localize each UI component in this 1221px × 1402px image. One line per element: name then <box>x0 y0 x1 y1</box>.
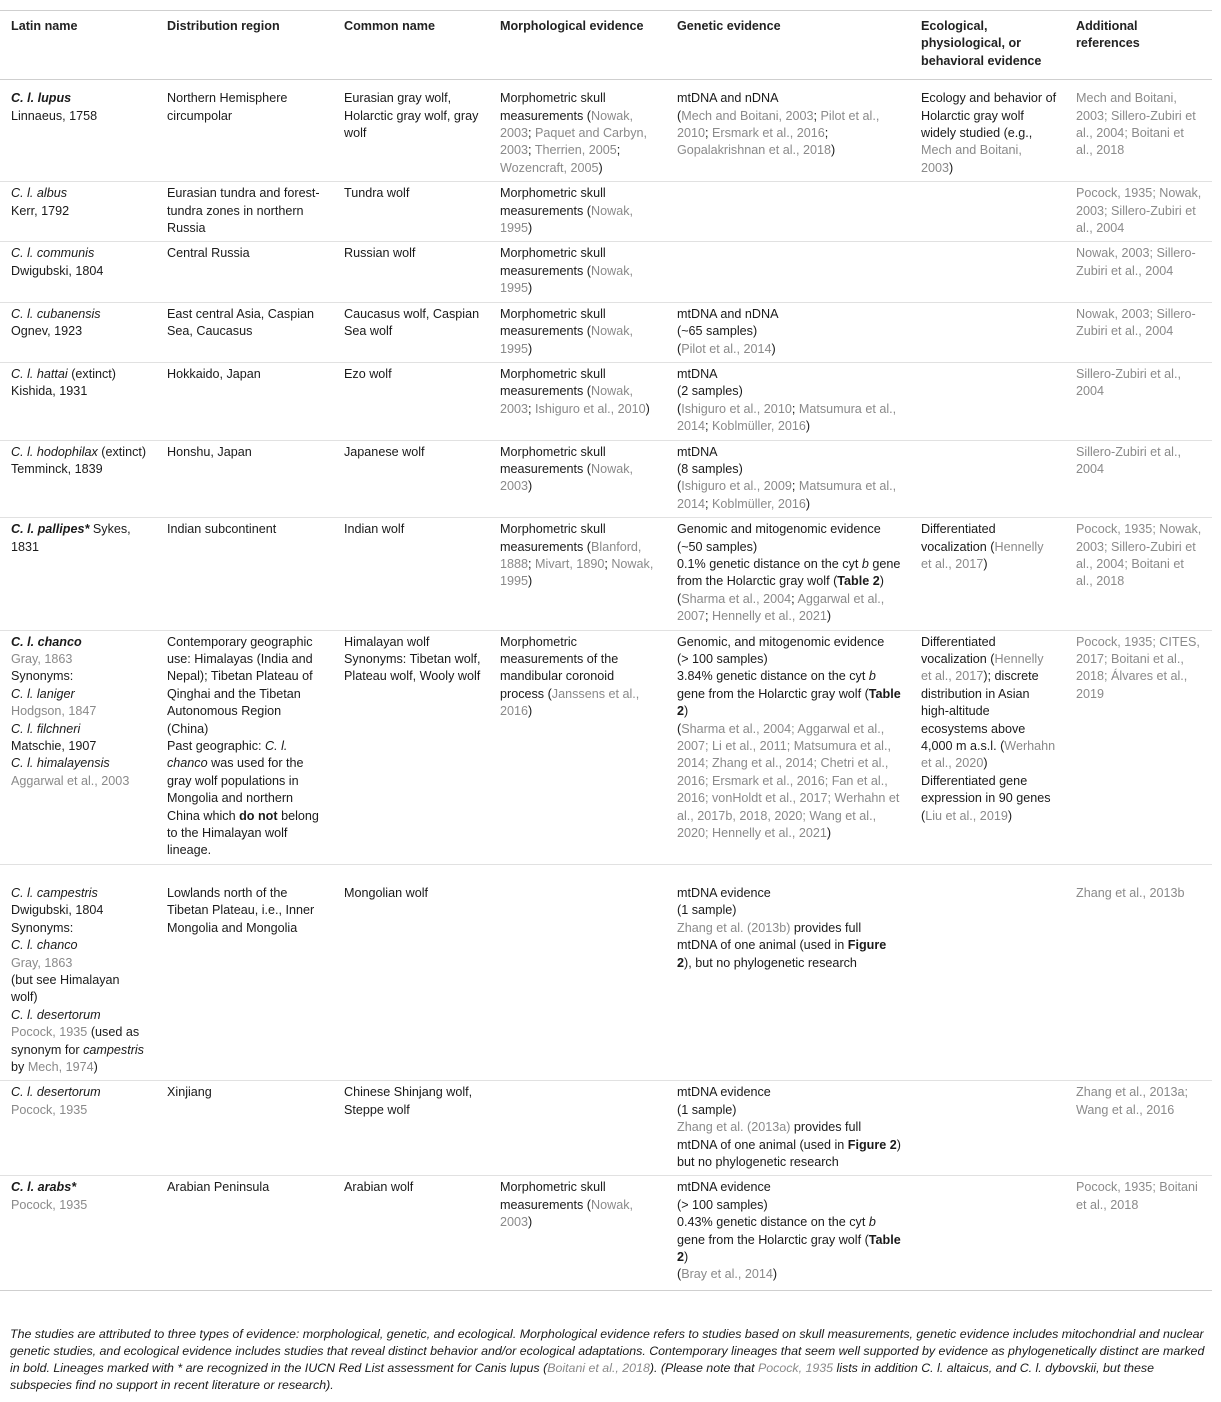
latin-name-cell: C. l. desertorum Pocock, 1935 <box>0 1081 156 1176</box>
distribution-cell: Xinjiang <box>156 1081 333 1176</box>
common-name-cell: Japanese wolf <box>333 440 489 518</box>
distribution-cell: Contemporary geographic use: Himalayas (India and Nepal); Tibetan Plateau of Qinghai and the Tibetan Autonomous Region (China) Past geographic: C. l. chanco was used for the gray wolf populations in Mongolia and northern China which do not belong to the Himalayan wolf lineage. <box>156 630 333 864</box>
latin-name-cell: C. l. communis Dwigubski, 1804 <box>0 242 156 302</box>
reference-link[interactable]: Gopalakrishnan et al., 2018 <box>677 143 832 158</box>
reference-link[interactable]: Mech, 1974 <box>27 1059 94 1074</box>
table-row <box>0 440 1212 518</box>
distribution-cell: Lowlands north of the Tibetan Plateau, i.e., Inner Mongolia and Mongolia <box>156 864 333 1080</box>
common-name-cell: Chinese Shinjang wolf, Steppe wolf <box>333 1081 489 1176</box>
morphological-cell <box>489 864 666 1080</box>
common-name-cell: Tundra wolf <box>333 182 489 242</box>
reference-link[interactable]: Nowak, 2003 <box>500 1197 633 1230</box>
table-link[interactable]: Table 2 <box>837 574 880 589</box>
distribution-cell: Hokkaido, Japan <box>156 362 333 440</box>
ecological-cell <box>910 1081 1065 1176</box>
table-row <box>0 864 1212 1080</box>
ecological-cell: Ecology and behavior of Holarctic gray wolf widely studied (e.g., Mech and Boitani, 2003) <box>921 91 1057 175</box>
latin-name-cell: C. l. lupus Linnaeus, 1758 <box>11 91 98 123</box>
reference-link[interactable]: Pilot et al., 2014 <box>681 341 772 356</box>
reference-link[interactable]: Nowak, 1995 <box>500 556 654 589</box>
genetic-cell: mtDNA and nDNA (Mech and Boitani, 2003; Pilot et al., 2010; Ersmark et al., 2016; Gopalakrishnan et al., 2018) <box>677 91 880 158</box>
distribution-cell: Northern Hemisphere circumpolar <box>167 91 288 123</box>
ecological-cell: Differentiated vocalization (Hennelly et al., 2017) <box>910 518 1065 630</box>
reference-link[interactable]: Ersmark et al., 2016 <box>712 126 825 141</box>
morphological-cell: Morphometric measurements of the mandibular coronoid process (Janssens et al., 2016) <box>489 630 666 864</box>
ecological-cell <box>910 362 1065 440</box>
ecological-cell <box>910 182 1065 242</box>
latin-name-cell: C. l. cubanensis Ognev, 1923 <box>0 302 156 362</box>
reference-link[interactable]: Nowak, 2003 <box>500 384 633 416</box>
genetic-cell: mtDNA (8 samples) (Ishiguro et al., 2009; Matsumura et al., 2014; Koblmüller, 2016) <box>666 440 910 518</box>
morphological-cell: Morphometric skull measurements (Nowak, 2003; Paquet and Carbyn, 2003; Therrien, 2005; Wozencraft, 2005) <box>500 91 648 175</box>
latin-name-cell: C. l. albus Kerr, 1792 <box>0 182 156 242</box>
ecological-cell: Differentiated vocalization (Hennelly et al., 2017); discrete distribution in Asian high-altitude ecosystems above 4,000 m a.s.l. (Werhahn et al., 2020) Differentiated gene expression in 90 genes (Liu et al., 2019) <box>910 630 1065 864</box>
table-link[interactable]: Table 2 <box>677 686 901 719</box>
reference-link[interactable]: Therrien, 2005 <box>534 143 617 158</box>
reference-link[interactable]: Janssens et al., 2016 <box>500 686 640 719</box>
reference-link[interactable]: Aggarwal et al., 2007 <box>677 591 885 624</box>
genetic-cell: Genomic and mitogenomic evidence (~50 samples) 0.1% genetic distance on the cyt b gene from the Holarctic gray wolf (Table 2) (Sharma et al., 2004; Aggarwal et al., 2007; Hennelly et al., 2021) <box>666 518 910 630</box>
table-row <box>0 302 1212 362</box>
latin-name-cell: C. l. hattai (extinct) Kishida, 1931 <box>0 362 156 440</box>
common-name-cell: Ezo wolf <box>333 362 489 440</box>
distribution-cell: East central Asia, Caspian Sea, Caucasus <box>156 302 333 362</box>
header-row <box>0 11 1212 80</box>
common-name-cell: Mongolian wolf <box>333 864 489 1080</box>
ecological-cell <box>910 302 1065 362</box>
reference-link[interactable]: Koblmüller, 2016 <box>712 496 806 511</box>
latin-name-cell: C. l. hodophilax (extinct) Temminck, 1839 <box>0 440 156 518</box>
references-cell[interactable]: Pocock, 1935; CITES, 2017; Boitani et al., 2018; Álvares et al., 2019 <box>1065 630 1212 864</box>
distribution-cell: Arabian Peninsula <box>156 1176 333 1290</box>
morphological-cell: Morphometric skull measurements (Nowak, 2003) <box>489 440 666 518</box>
morphological-cell: Morphometric skull measurements (Nowak, 2003; Ishiguro et al., 2010) <box>489 362 666 440</box>
distribution-cell: Central Russia <box>156 242 333 302</box>
header-genetic-evidence: Genetic evidence <box>666 11 910 80</box>
reference-link[interactable]: Nowak, 1995 <box>500 263 633 296</box>
references-cell[interactable]: Nowak, 2003; Sillero-Zubiri et al., 2004 <box>1065 242 1212 302</box>
reference-link[interactable]: Wozencraft, 2005 <box>500 160 599 175</box>
morphological-cell: Morphometric skull measurements (Blanford, 1888; Mivart, 1890; Nowak, 1995) <box>489 518 666 630</box>
reference-link[interactable]: Koblmüller, 2016 <box>712 419 806 434</box>
reference-link[interactable]: Mech and Boitani, 2003 <box>921 143 1022 175</box>
reference-link[interactable]: Sharma et al., 2004 <box>681 591 792 606</box>
header-ecological-evidence: Ecological, physiological, or behavioral evidence <box>910 11 1065 80</box>
genetic-cell: mtDNA evidence (> 100 samples) 0.43% genetic distance on the cyt b gene from the Holarctic gray wolf (Table 2) (Bray et al., 2014) <box>666 1176 910 1290</box>
table-row <box>0 80 1212 182</box>
table-link[interactable]: Table 2 <box>677 1232 901 1264</box>
reference-link[interactable]: Werhahn et al., 2020 <box>921 739 1056 771</box>
wolf-lineage-table <box>0 10 1212 1291</box>
reference-link[interactable]: Bray et al., 2014 <box>681 1267 773 1282</box>
references-cell[interactable]: Sillero-Zubiri et al., 2004 <box>1065 362 1212 440</box>
morphological-cell: Morphometric skull measurements (Nowak, 1995) <box>489 242 666 302</box>
references-cell[interactable]: Zhang et al., 2013b <box>1065 864 1212 1080</box>
reference-link[interactable]: Zhang et al. (2013a) <box>677 1120 791 1135</box>
morphological-cell: Morphometric skull measurements (Nowak, 2003) <box>489 1176 666 1290</box>
reference-link[interactable]: Nowak, 2003 <box>500 108 633 141</box>
common-name-cell: Indian wolf <box>333 518 489 630</box>
genetic-cell <box>666 182 910 242</box>
table-row <box>0 362 1212 440</box>
common-name-cell: Arabian wolf <box>333 1176 489 1290</box>
common-name-cell: Himalayan wolf Synonyms: Tibetan wolf, Plateau wolf, Wooly wolf <box>333 630 489 864</box>
common-name-cell: Caucasus wolf, Caspian Sea wolf <box>333 302 489 362</box>
latin-name-cell: C. l. pallipes* Sykes, 1831 <box>0 518 156 630</box>
reference-link[interactable]: Mech and Boitani, 2003 <box>681 108 814 123</box>
reference-link[interactable]: Matsumura et al., 2014 <box>677 479 897 511</box>
reference-link[interactable]: Nowak, 1995 <box>500 203 633 236</box>
common-name-cell: Eurasian gray wolf, Holarctic gray wolf, gray wolf <box>344 91 479 141</box>
distribution-cell: Eurasian tundra and forest-tundra zones in northern Russia <box>156 182 333 242</box>
references-cell[interactable]: Zhang et al., 2013a; Wang et al., 2016 <box>1065 1081 1212 1176</box>
morphological-cell <box>489 1081 666 1176</box>
reference-link[interactable]: Paquet and Carbyn, 2003 <box>500 126 648 158</box>
reference-link[interactable]: Pocock, 1935 <box>757 1361 834 1375</box>
ecological-cell <box>910 864 1065 1080</box>
reference-link[interactable]: Hennelly et al., 2021 <box>712 609 827 624</box>
references-cell[interactable]: Mech and Boitani, 2003; Sillero-Zubiri et al., 2004; Boitani et al., 2018 <box>1076 91 1196 158</box>
reference-link[interactable]: Hennelly et al., 2017 <box>921 652 1044 684</box>
header-morphological-evidence: Morphological evidence <box>489 11 666 80</box>
reference-link[interactable]: Liu et al., 2019 <box>925 808 1008 823</box>
reference-link[interactable]: Nowak, 2003 <box>500 461 633 494</box>
header-latin-name: Latin name <box>0 11 156 80</box>
reference-link[interactable]: Boitani et al., 2018 <box>547 1361 650 1375</box>
reference-link[interactable]: Blanford, 1888 <box>500 539 642 571</box>
ecological-cell <box>910 440 1065 518</box>
table-row <box>0 518 1212 630</box>
morphological-cell: Morphometric skull measurements (Nowak, 1995) <box>489 302 666 362</box>
reference-link[interactable]: Nowak, 1995 <box>500 324 633 356</box>
distribution-cell: Indian subcontinent <box>156 518 333 630</box>
table-footnote: The studies are attributed to three types of evidence: morphological, genetic, and ecological. Morphological evidence refers to studies based on skull measurements, genetic evidence includes mitochondrial and nuclear genetic studies, and ecological evidence includes studies that reveal distinct behavior and/or ecological adaptations. Contemporary lineages that seem well supported by evidence as phylogenetically distinct are marked in bold. Lineages marked with * are recognized in the IUCN Red List assessment for Canis lupus (Boitani et al., 2018). (Please note that Pocock, 1935 lists in addition C. l. altaicus, and C. l. dybovskii, but these subspecies find no support in recent literature or research). <box>10 1327 1205 1392</box>
latin-name-cell: C. l. arabs* Pocock, 1935 <box>0 1176 156 1290</box>
ecological-cell <box>910 1176 1065 1290</box>
genetic-cell: mtDNA evidence (1 sample) Zhang et al. (2013a) provides full mtDNA of one animal (used in Figure 2) but no phylogenetic research <box>666 1081 910 1176</box>
reference-link[interactable]: Ishiguro et al., 2010 <box>535 401 646 416</box>
reference-link[interactable]: Zhang et al. (2013b) <box>677 920 791 935</box>
references-cell[interactable]: Pocock, 1935; Boitani et al., 2018 <box>1065 1176 1212 1290</box>
ecological-cell <box>910 242 1065 302</box>
references-cell[interactable]: Pocock, 1935; Nowak, 2003; Sillero-Zubiri et al., 2004 <box>1065 182 1212 242</box>
distribution-cell: Honshu, Japan <box>156 440 333 518</box>
genetic-cell: mtDNA and nDNA (~65 samples) (Pilot et al., 2014) <box>666 302 910 362</box>
reference-link[interactable]: Ishiguro et al., 2009 <box>681 479 792 494</box>
figure-link[interactable]: Figure 2 <box>847 1137 897 1152</box>
header-distribution-region: Distribution region <box>156 11 333 80</box>
morphological-cell: Morphometric skull measurements (Nowak, 1995) <box>489 182 666 242</box>
reference-link[interactable]: Matsumura et al., 2014 <box>677 401 897 434</box>
common-name-cell: Russian wolf <box>333 242 489 302</box>
reference-link[interactable]: Mivart, 1890 <box>535 556 605 571</box>
header-additional-references: Additional references <box>1065 11 1212 80</box>
reference-link[interactable]: Hennelly et al., 2017 <box>921 539 1044 571</box>
reference-link[interactable]: Sharma et al., 2004; Aggarwal et al., 2007; Li et al., 2011; Matsumura et al., 2014; Zhang et al., 2014; Chetri et al., 2016; Ersmark et al., 2016; Fan et al., 2016; vonHoldt et al., 2017; Werhahn et al., 2017b, 2018, 2020; Wang et al., 2020; Hennelly et al., 2021 <box>677 721 900 841</box>
reference-link[interactable]: Ishiguro et al., 2010 <box>681 401 792 416</box>
reference-link[interactable]: Pilot et al., 2010 <box>677 108 880 141</box>
genetic-cell: mtDNA (2 samples) (Ishiguro et al., 2010; Matsumura et al., 2014; Koblmüller, 2016) <box>666 362 910 440</box>
genetic-cell <box>666 242 910 302</box>
table-row <box>0 630 1212 864</box>
references-cell[interactable]: Nowak, 2003; Sillero-Zubiri et al., 2004 <box>1065 302 1212 362</box>
header-common-name: Common name <box>333 11 489 80</box>
table-row <box>0 1176 1212 1290</box>
latin-name-cell: C. l. chanco Gray, 1863 Synonyms: C. l. laniger Hodgson, 1847 C. l. filchneri Matschie, 1907 C. l. himalayensis Aggarwal et al., 2003 <box>0 630 156 864</box>
latin-name-cell: C. l. campestris Dwigubski, 1804 Synonyms: C. l. chanco Gray, 1863 (but see Himalayan wolf) C. l. desertorum Pocock, 1935 (used as synonym for campestris by Mech, 1974) <box>0 864 156 1080</box>
table-row <box>0 182 1212 242</box>
genetic-cell: mtDNA evidence (1 sample) Zhang et al. (2013b) provides full mtDNA of one animal (used in Figure 2), but no phylogenetic research <box>666 864 910 1080</box>
references-cell[interactable]: Pocock, 1935; Nowak, 2003; Sillero-Zubiri et al., 2004; Boitani et al., 2018 <box>1065 518 1212 630</box>
figure-link[interactable]: Figure 2 <box>677 938 887 970</box>
table-row <box>0 1081 1212 1176</box>
table-row <box>0 242 1212 302</box>
genetic-cell: Genomic, and mitogenomic evidence (> 100 samples) 3.84% genetic distance on the cyt b gene from the Holarctic gray wolf (Table 2) (Sharma et al., 2004; Aggarwal et al., 2007; Li et al., 2011; Matsumura et al., 2014; Zhang et al., 2014; Chetri et al., 2016; Ersmark et al., 2016; Fan et al., 2016; vonHoldt et al., 2017; Werhahn et al., 2017b, 2018, 2020; Wang et al., 2020; Hennelly et al., 2021) <box>666 630 910 864</box>
references-cell[interactable]: Sillero-Zubiri et al., 2004 <box>1065 440 1212 518</box>
